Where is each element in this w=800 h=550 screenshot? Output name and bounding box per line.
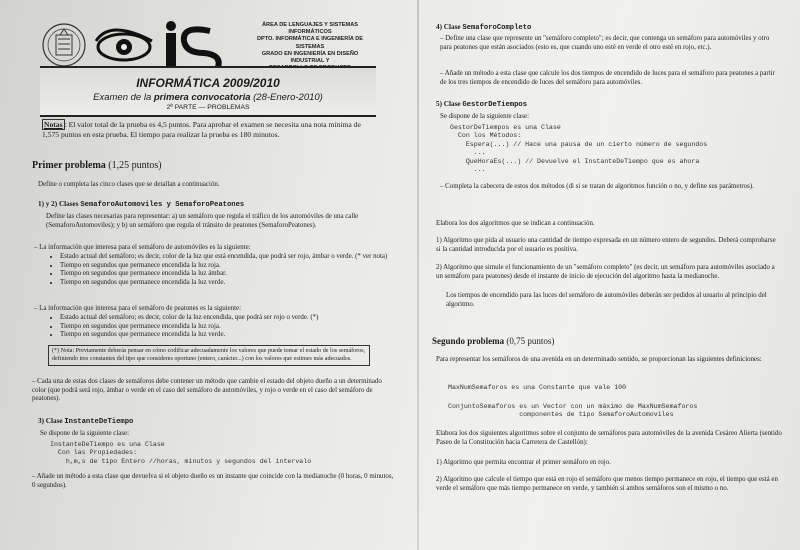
page-fold [417, 0, 419, 550]
institution-line: DPTO. INFORMÁTICA E INGENIERÍA DE SISTEMAS [256, 36, 364, 50]
list-item: • Estado actual del semáforo; es decir, color de la luz encendida, que podrá ser rojo o verde. (*) [60, 314, 390, 323]
list-item: • Tiempo en segundos que permanece encendida la luz verde. [60, 279, 390, 288]
section-3-task: – Añade un método a esta clase que devuelva si el objeto dueño es un instante que coincide con la medianoche (0 horas, 0 minutos, 0 segundos). [32, 473, 394, 489]
section-4-task-a: – Define una clase que represente un "semáforo completo"; es decir, que contenga un semáforo para automóviles y otro para peatones que están asociados (esto es, que cuando uno esté en verde el otro esté en rojo, etc.). [440, 35, 770, 51]
section-3-heading: 3) Clase InstanteDeTiempo [38, 417, 134, 426]
cambie-paragraph: – Cada una de estas dos clases de semáforos debe contener un método que cambie el estado del objeto dueño a un determinado color (que podrá será rojo, ámbar o verde en el caso del semáforo de automóviles, y rojo o verde en el caso del semáforo de peatones). [32, 378, 382, 403]
nota-box: (*) Nota: Previamente deberás pensar en cómo codificar adecuadamente los valores que puede tomar el estado de los semáforos, definiendo tres constantes del tipo que consideres oportuno (entero, carácter...) con los valores que estimes más adecuados. [48, 345, 370, 366]
list-item: • Tiempo en segundos que permanece encendida la luz verde. [60, 331, 390, 340]
section-5-task: – Completa la cabecera de estos dos métodos (di si se tratan de algoritmos función o no, y define sus parámetros). [440, 183, 754, 190]
problem-2-def-2: ConjuntoSemaforos es un Vector con un máximo de MaxNumSemaforos componentes de tipo SemaforoAutomoviles [448, 403, 698, 419]
section-4-heading: 4) Clase SemaforoCompleto [436, 23, 532, 32]
peat-info-list [50, 314, 390, 340]
section-1-2-heading: 1) y 2) Clases SemaforoAutomoviles y SemaforoPeatones [38, 200, 245, 209]
list-item: • Tiempo en segundos que permanece encendida la luz ámbar. [60, 270, 390, 279]
problem-2-alg-2: 2) Algoritmo que calcule el tiempo que está en rojo el semáforo que menos tiempo permanece en rojo, el tiempo que está en verde el semáforo que más tiempo permanece en verde, y también si ambos semáforos son el mismo o no. [436, 476, 778, 492]
exam-subtitle: Examen de la primera convocatoria (28-Enero-2010) [93, 92, 323, 103]
exam-part: 2ª PARTE — PROBLEMAS [166, 104, 250, 111]
section-3-intro: Se dispone de la siguiente clase: [40, 430, 129, 437]
university-seal-icon [43, 24, 85, 66]
section-5-intro: Se dispone de la siguiente clase: [440, 113, 529, 120]
section-5-code: GestorDeTiempos es una Clase Con los Métodos: Espera(...) // Hace una pausa de un cierto número de segundos ... QueHoraEs(...) // Devuelve el InstanteDeTiempo que es ahora ... [450, 124, 708, 174]
section-1-2-paragraph: Define las clases necesarias para representar: a) un semáforo que regula el tráfico de los automóviles de una calle (SemaforoAutomoviles); y b) un semáforo que regula el tránsito de peatones (SemaforoPeatones). [46, 213, 359, 229]
auto-info-heading: – La información que interesa para el semáforo de automóviles es la siguiente: [34, 244, 251, 251]
institution-line: ÁREA DE LENGUAJES Y SISTEMAS INFORMÁTICOS [262, 22, 358, 36]
algorithm-2-note: Los tiempos de encendido para las luces del semáforo de automóviles deberán ser pedidos al usuario al principio del algoritmo. [446, 292, 767, 308]
algorithms-intro: Elabora los dos algoritmos que se indican a continuación. [436, 220, 595, 227]
institution-line: GRADO EN INGENIERÍA EN DISEÑO INDUSTRIAL Y [261, 50, 359, 65]
problem-2-elabora: Elabora los dos siguientes algoritmos sobre el conjunto de semáforos para automóviles de la avenida Cesáreo Alierta (sentido Paseo de la Constitución hacia Carretera de Castellón): [436, 430, 782, 446]
list-item: • Tiempo en segundos que permanece encendida la luz roja. [60, 323, 390, 332]
algorithm-2: 2) Algoritmo que simule el funcionamiento de un "semáforo completo" (es decir, un semáforo para automóviles asociado a un semáforo para peatones) desde el instante de inicio de ejecución del algoritmo hasta la medianoche. [436, 264, 775, 280]
section-4-task-b: – Añade un método a esta clase que calcule los dos tiempos de encendido de luces para el semáforo para peatones a partir de los tres tiempos de encendido de luces del semáforo para automóviles. [440, 70, 775, 86]
problem-1-intro: Define o completa las cinco clases que se detallan a continuación. [38, 181, 220, 188]
algorithm-1: 1) Algoritmo que pida al usuario una cantidad de tiempo expresada en un número entero de segundos. Deberá comprobarse si la cantidad introducida por el usuario es positiva. [436, 237, 776, 253]
auto-info-list [50, 253, 390, 287]
problem-2-intro: Para representar los semáforos de una avenida en un determinado sentido, se proporcionan las siguientes definiciones: [436, 356, 762, 363]
problem-2-def-1: MaxNumSemaforos es una Constante que vale 100 [448, 384, 627, 391]
problem-2-title: Segundo problema (0,75 puntos) [432, 336, 555, 346]
eye-logo-icon [96, 30, 152, 60]
problem-2-alg-1: 1) Algoritmo que permita encontrar el primer semáforo en rojo. [436, 459, 611, 466]
peat-info-heading: – La información que interesa para el semáforo de peatones es la siguiente: [34, 305, 242, 312]
problem-1-title: Primer problema (1,25 puntos) [32, 160, 162, 171]
list-item: • Tiempo en segundos que permanece encendida la luz roja. [60, 262, 390, 271]
section-3-code: InstanteDeTiempo es una Clase Con las Propiedades: h,m,s de tipo Entero //horas, minutos y segundos del intervalo [50, 441, 312, 465]
section-5-heading: 5) Clase GestorDeTiempos [436, 100, 528, 109]
notes-paragraph: Notas : El valor total de la prueba es 4,5 puntos. Para aprobar el examen se necesita una nota mínima de 1,575 puntos en esta prueba. El tiempo para realizar la prueba es 180 minutos. [42, 120, 361, 139]
list-item: • Estado actual del semáforo; es decir, color de la luz que está encendida, que podrá ser rojo, ámbar o verde. (* ver nota) [60, 253, 390, 262]
exam-title-box [40, 66, 376, 117]
exam-title: INFORMÁTICA 2009/2010 [136, 76, 280, 90]
